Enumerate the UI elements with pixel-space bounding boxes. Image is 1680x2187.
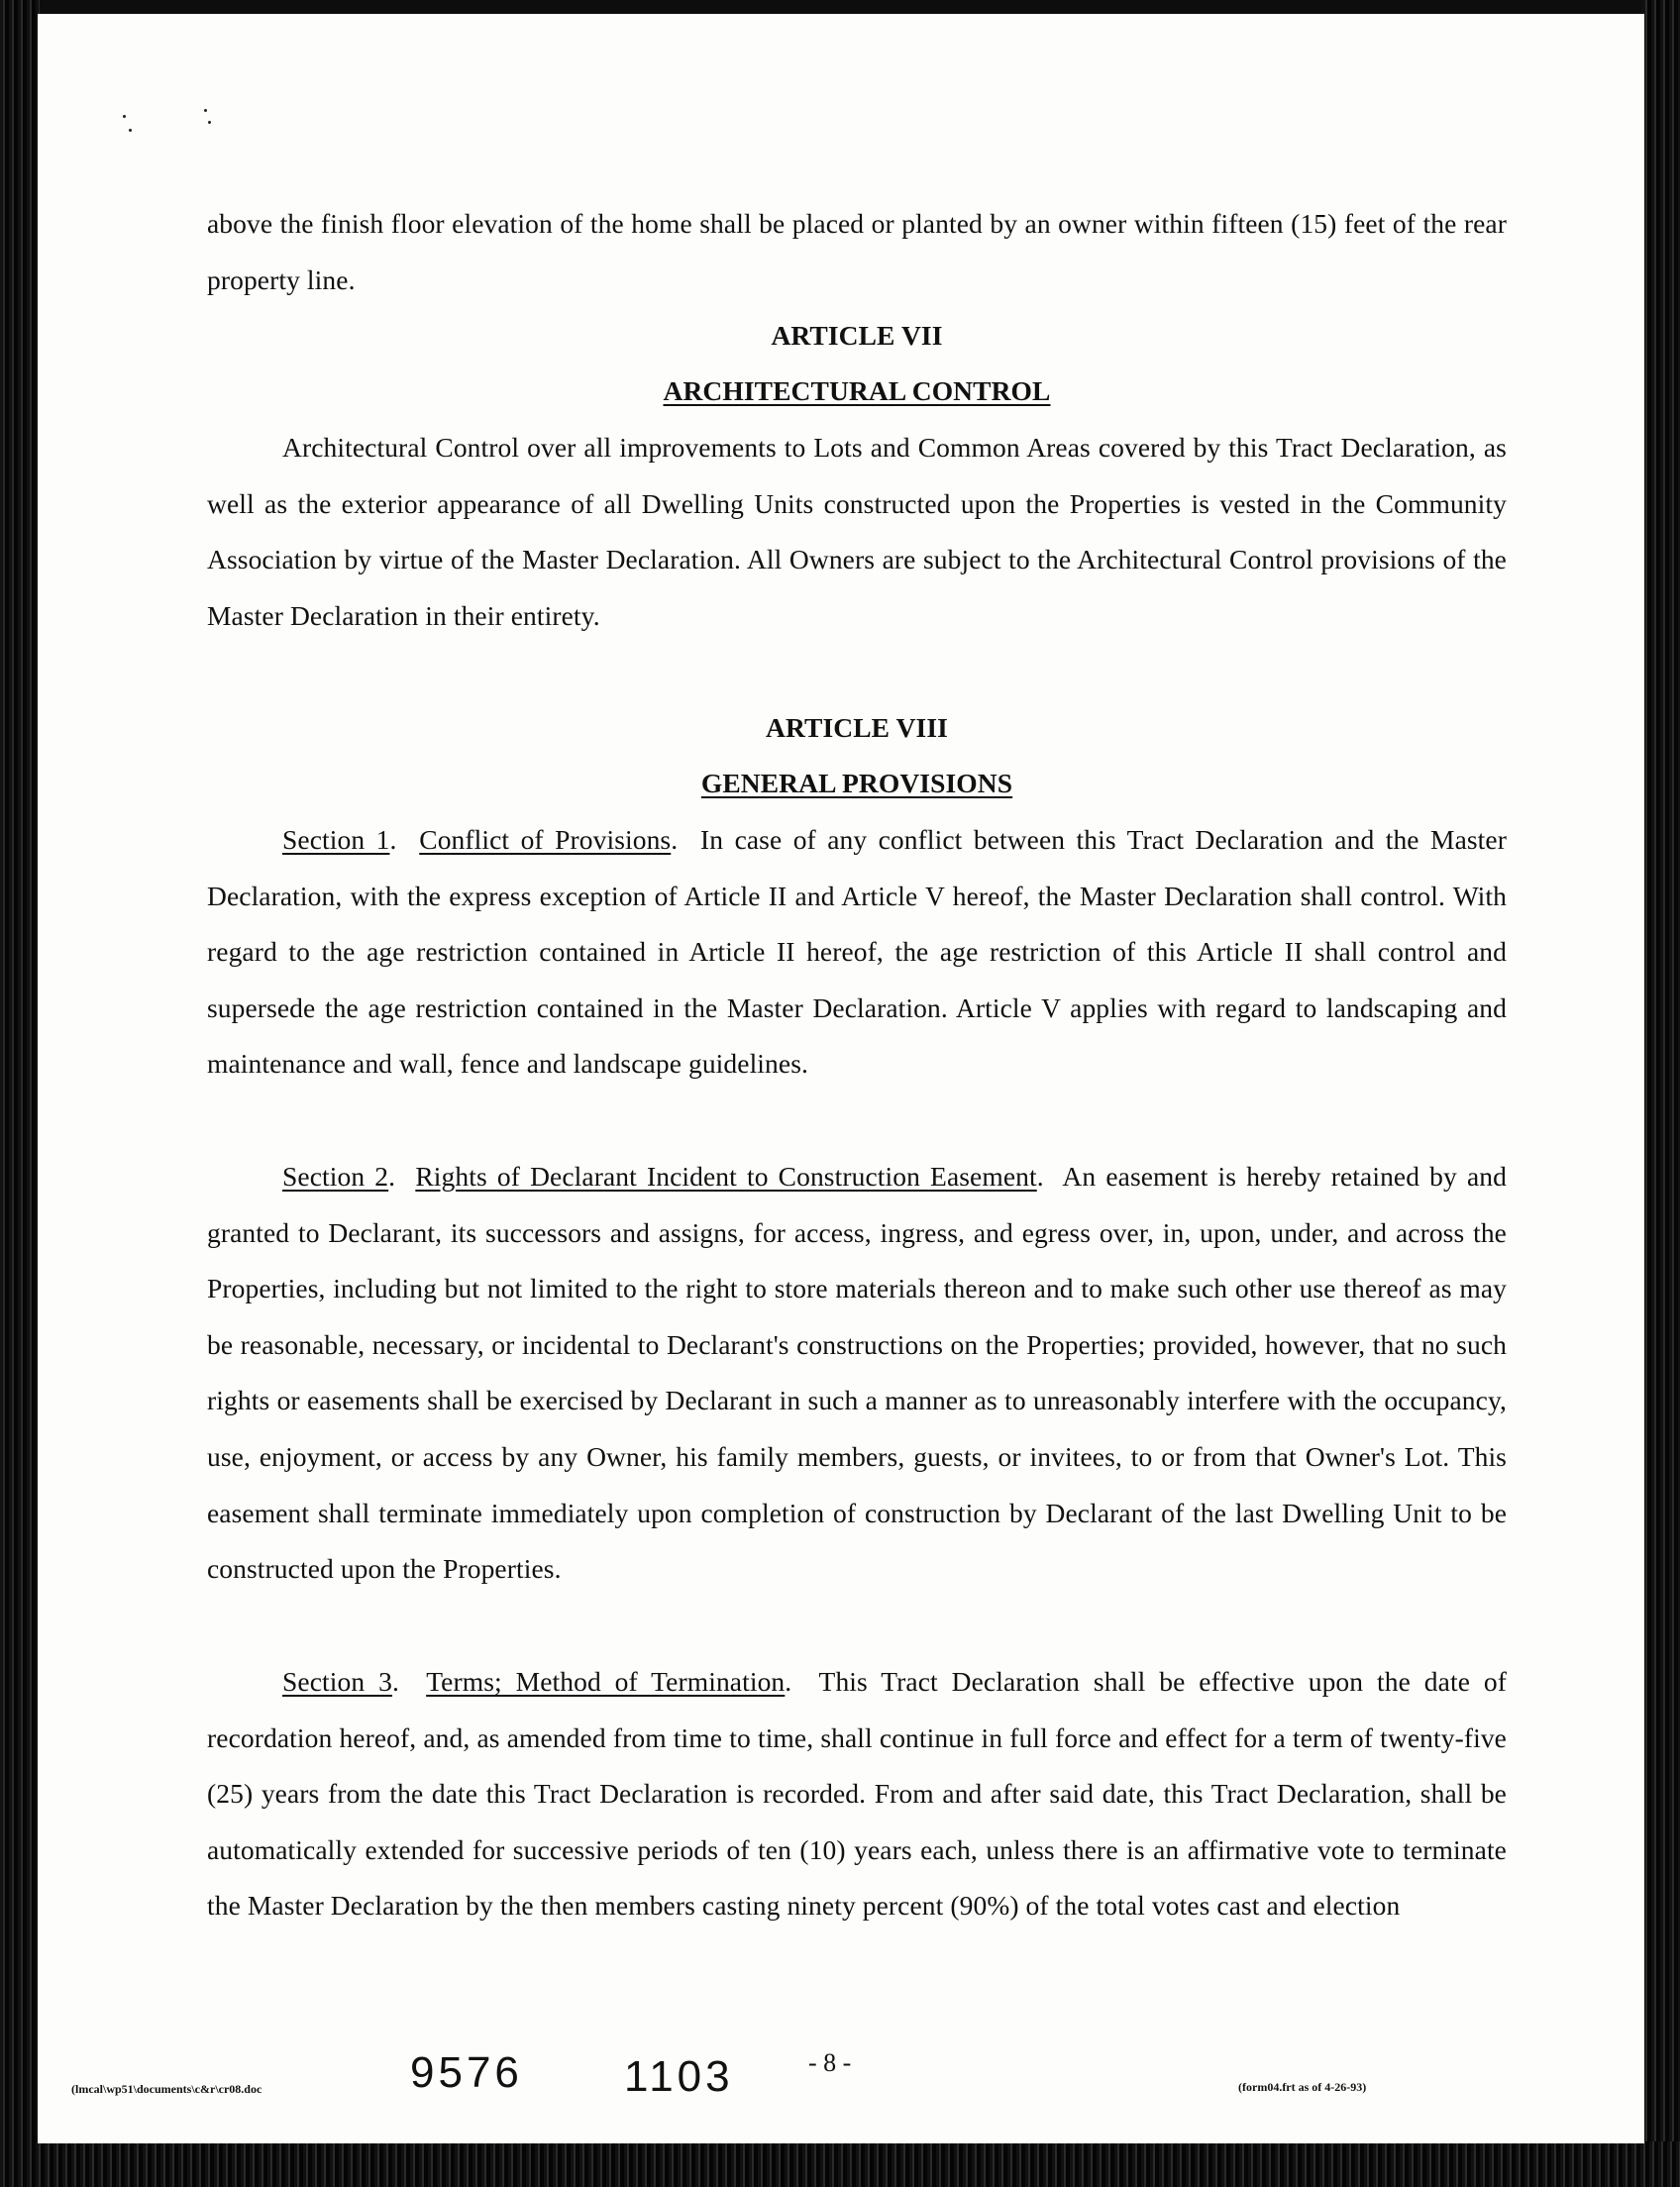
document-sheet [38, 14, 1644, 2143]
article-vii-number: ARTICLE VII [771, 320, 943, 351]
section-2-heading: Rights of Declarant Incident to Construction Easement [415, 1161, 1037, 1192]
section-2-paragraph: Section 2. Rights of Declarant Incident to Construction Easement. An easement is hereby retained by and granted to Declarant, its successors and assigns, for access, ingress, and egress over, in, upon, under, and across the Properties, including but not limited to the right to store materials thereon and to make such other use thereof as may be reasonable, necessary, or incidental to Declarant's constructions on the Properties; provided, however, that no such rights or easements shall be exercised by Declarant in such a manner as to unreasonably interfere with the occupancy, use, enjoyment, or access by any Owner, his family members, guests, or invitees, to or from that Owner's Lot. This easement shall terminate immediately upon completion of construction by Declarant of the last Dwelling Unit to be constructed upon the Properties. [207, 1161, 1507, 1585]
section-3-body: This Tract Declaration shall be effective upon the date of recordation hereof, and, as amended from time to time, shall continue in full force and effect for a term of twenty-five (25) years from the date this Tract Declaration is recorded. From and after said date, this Tract Declaration, shall be automatically extended for successive periods of ten (10) years each, unless there is an affirmative vote to terminate the Master Declaration by the then members casting ninety percent (90%) of the total votes cast and election [207, 1666, 1507, 1922]
footer-stamp-left: 9576 [410, 2048, 523, 2097]
scan-border-left [0, 0, 40, 2187]
scan-speck [204, 109, 207, 112]
page-number: - 8 - [808, 2048, 852, 2077]
section-2-body: An easement is hereby retained by and granted to Declarant, its successors and assigns, for access, ingress, and egress over, in, upon, under, and across the Properties, including but not limited to the right to store materials thereon and to make such other use thereof as may be reasonable, necessary, or incidental to Declarant's constructions on the Properties; provided, however, that no such rights or easements shall be exercised by Declarant in such a manner as to unreasonably interfere with the occupancy, use, enjoyment, or access by any Owner, his family members, guests, or invitees, to or from that Owner's Lot. This easement shall terminate immediately upon completion of construction by Declarant of the last Dwelling Unit to be constructed upon the Properties. [207, 1161, 1507, 1585]
section-1-heading: Conflict of Provisions [419, 824, 672, 855]
article-vii-title-wrap [207, 364, 1507, 420]
scan-speck [208, 121, 211, 124]
article-viii-number: ARTICLE VIII [766, 712, 948, 743]
scan-speck [123, 115, 126, 118]
section-3-label: Section 3 [282, 1666, 392, 1697]
scan-border-right [1642, 0, 1680, 2187]
footer-form-ref: (form04.frt as of 4-26-93) [1238, 2080, 1367, 2094]
section-1-body: In case of any conflict between this Tract Declaration and the Master Declaration, with the express exception of Article II and Article V hereof, the Master Declaration shall control. With regard to the age restriction contained in Article II hereof, the age restriction of this Article II shall control and supersede the age restriction contained in the Master Declaration. Article V applies with regard to landscaping and maintenance and wall, fence and landscape guidelines. [207, 824, 1507, 1080]
article-vii-body: Architectural Control over all improvements to Lots and Common Areas covered by this Tract Declaration, as well as the exterior appearance of all Dwelling Units constructed upon the Properties is vested in the Community Association by virtue of the Master Declaration. All Owners are subject to the Architectural Control provisions of the Master Declaration in their entirety. [207, 432, 1507, 631]
scan-speck [129, 129, 132, 132]
article-vii-title: ARCHITECTURAL CONTROL [663, 375, 1051, 406]
article-viii-title: GENERAL PROVISIONS [700, 768, 1013, 798]
footer-file-path: (lmcal\wp51\documents\c&r\cr08.doc [71, 2082, 262, 2096]
section-3-heading: Terms; Method of Termination [426, 1666, 786, 1697]
section-1-paragraph: Section 1. Conflict of Provisions. In case of any conflict between this Tract Declaration and the Master Declaration, with the express exception of Article II and Article V hereof, the Master Declaration shall control. With regard to the age restriction contained in Article II hereof, the age restriction of this Article II shall control and supersede the age restriction contained in the Master Declaration. Article V applies with regard to landscaping and maintenance and wall, fence and landscape guidelines. [207, 824, 1507, 1080]
article-viii-title-wrap [207, 756, 1507, 812]
section-3-paragraph: Section 3. Terms; Method of Termination. This Tract Declaration shall be effective upon the date of recordation hereof, and, as amended from time to time, shall continue in full force and effect for a term of twenty-five (25) years from the date this Tract Declaration is recorded. From and after said date, this Tract Declaration, shall be automatically extended for successive periods of ten (10) years each, unless there is an affirmative vote to terminate the Master Declaration by the then members casting ninety percent (90%) of the total votes cast and election [207, 1666, 1507, 1922]
section-2-label: Section 2 [282, 1161, 389, 1192]
scan-border-bottom [0, 2141, 1680, 2187]
continuation-paragraph: above the finish floor elevation of the home shall be placed or planted by an owner within fifteen (15) feet of the rear property line. [207, 208, 1507, 295]
footer-stamp-right: 1103 [624, 2052, 734, 2101]
section-1-label: Section 1 [282, 824, 390, 855]
